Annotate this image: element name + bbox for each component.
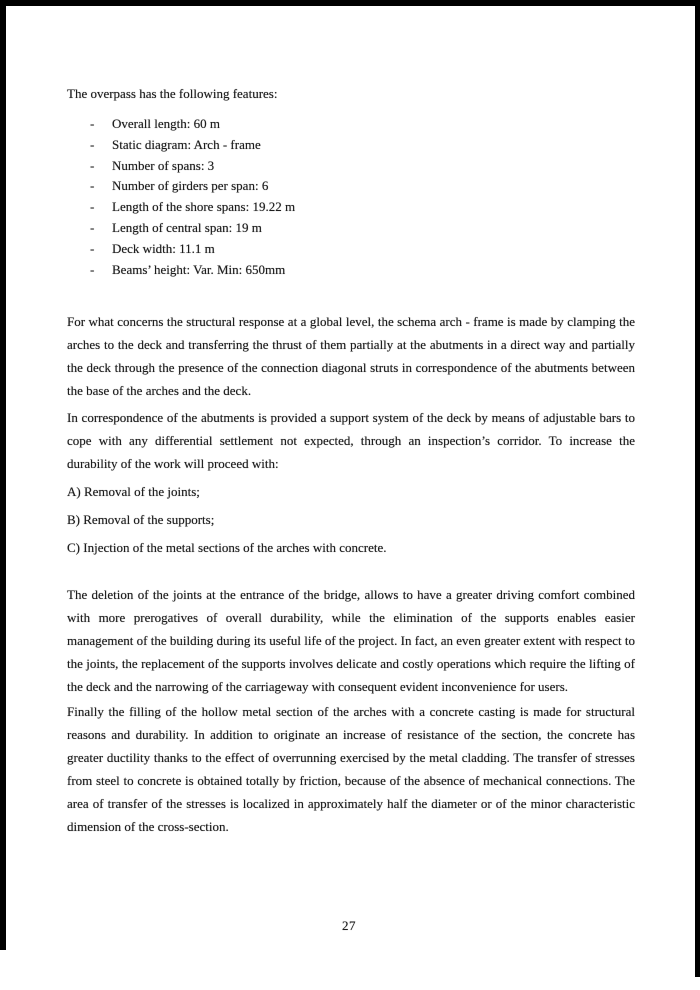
feature-item-label: Number of girders per span: 6	[112, 178, 269, 194]
bullet-dash: -	[90, 240, 95, 256]
paragraph-concrete-filling: Finally the filling of the hollow metal section of the arches with a concrete casting is made for structural reasons and durability. In addition to originate an increase of resistance of the section, the concrete has greater ductility thanks to the effect of overrunning exercised by the metal cladding. The transfer of stresses from steel to concrete is obtained totally by friction, because of the absence of mechanical connections. The area of transfer of the stresses is localized in approximately half the diameter or of the minor characteristic dimension of the cross-section.	[67, 704, 635, 835]
bullet-dash: -	[90, 116, 95, 131]
paragraph-structural-response: For what concerns the structural response at a global level, the schema arch - frame is made by clamping the arches to the deck and transferring the thrust of them partially at the abutments in a direct way and partially the deck through the presence of the connection diagonal struts in correspondence of the abutments between the base of the arches and the deck.	[67, 314, 635, 399]
feature-item	[67, 260, 635, 281]
bullet-dash: -	[90, 136, 95, 152]
bullet-dash: -	[90, 261, 95, 277]
feature-item-label: Length of the shore spans: 19.22 m	[112, 199, 296, 215]
feature-item-label: Length of central span: 19 m	[112, 219, 262, 235]
bullet-dash: -	[90, 199, 95, 215]
bullet-dash: -	[90, 157, 95, 173]
feature-item-label: Beams’ height: Var. Min: 650mm	[112, 261, 286, 277]
feature-item-label: Number of spans: 3	[112, 157, 215, 173]
feature-item-label: Deck width: 11.1 m	[112, 240, 215, 256]
feature-item	[67, 239, 635, 260]
paragraph-joints-deletion: The deletion of the joints at the entrance of the bridge, allows to have a greater driving comfort combined with more prerogatives of overall durability, while the elimination of the supports enables easier management of the building during its useful life of the project. In fact, an even greater extent with respect to the joints, the replacement of the supports involves delicate and costly operations which require the lifting of the deck and the narrowing of the carriageway with consequent evident inconvenience for users.	[67, 587, 635, 695]
action-item-a: A) Removal of the joints;	[67, 484, 200, 500]
page-content	[67, 84, 635, 838]
scan-border-right	[695, 0, 700, 977]
feature-item	[67, 114, 635, 135]
page-number: 27	[342, 918, 356, 933]
bullet-dash: -	[90, 178, 95, 194]
feature-item	[67, 197, 635, 218]
action-item-c: C) Injection of the metal sections of the arches with concrete.	[67, 540, 387, 556]
feature-item	[67, 135, 635, 156]
feature-item	[67, 176, 635, 197]
scan-border-top	[0, 0, 700, 6]
feature-list	[67, 114, 635, 280]
intro-text: The overpass has the following features:	[67, 86, 278, 101]
action-item-b: B) Removal of the supports;	[67, 512, 215, 528]
feature-item	[67, 156, 635, 177]
feature-item-label: Static diagram: Arch - frame	[112, 136, 261, 152]
feature-item-label: Overall length: 60 m	[112, 116, 220, 131]
bullet-dash: -	[90, 219, 95, 235]
feature-item	[67, 218, 635, 239]
paragraph-support-system: In correspondence of the abutments is provided a support system of the deck by means of adjustable bars to cope with any differential settlement not expected, through an inspection’s corridor. To increase the durability of the work will proceed with:	[67, 410, 635, 472]
scan-border-left	[0, 0, 6, 950]
